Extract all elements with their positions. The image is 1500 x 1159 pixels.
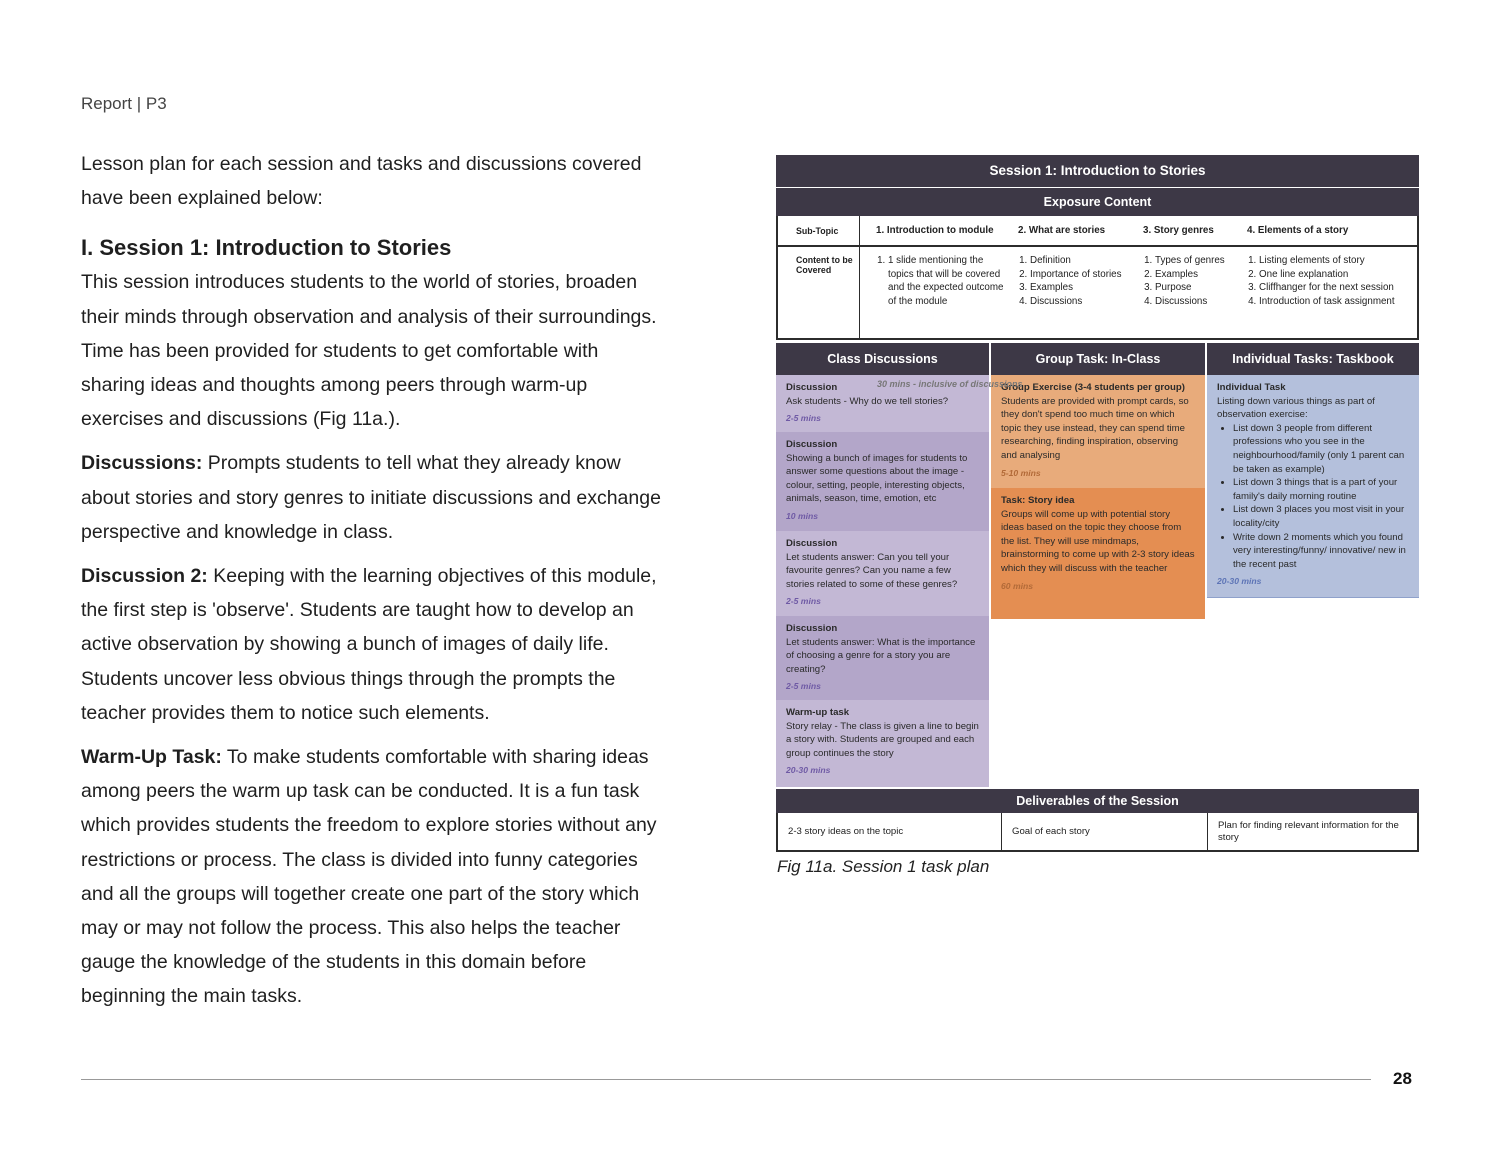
discussion-card	[776, 531, 989, 616]
list-item: • List down 3 places you most visit in your locality/city	[1233, 503, 1409, 530]
card-time: 20-30 mins	[786, 765, 831, 776]
page-header: Report | P3	[81, 94, 167, 113]
content-item: 2. One line explanation	[1259, 268, 1411, 282]
content-label: Content to be Covered	[778, 247, 860, 338]
card-title: Discussion	[786, 538, 838, 549]
deliverables-row	[776, 813, 1419, 852]
group-task-card	[991, 488, 1205, 619]
content-item: 3. Purpose	[1155, 281, 1235, 295]
discussion2-text: Keeping with the learning objectives of this module, the first step is 'observe'. Students are taught how to develop an active observation by showing a bunch of images of daily life. Students uncover less obvious things through the prompts the teacher provides them to notice such elements.	[81, 565, 657, 724]
time-note: 30 mins - inclusive of discussions	[877, 379, 1023, 389]
warmup-text: To make students comfortable with sharing ideas among peers the warm up task can be conducted. It is a fun task which provides students the freedom to explore stories without any restrictions or process. The class is divided into funny categories and all the groups will together create one part of the story which may or may not follow the process. This also helps the teacher gauge the knowledge of the students in this domain before beginning the main tasks.	[81, 746, 657, 1008]
content-item: 2. Examples	[1155, 268, 1235, 282]
content-cell	[1012, 247, 1137, 338]
body-text	[81, 147, 661, 1024]
card-title: Group Exercise (3-4 students per group)	[1001, 382, 1185, 393]
card-title: Warm-up task	[786, 707, 850, 718]
page-number: 28	[1393, 1069, 1412, 1088]
warmup-label: Warm-Up Task:	[81, 746, 222, 769]
card-time: 10 mins	[786, 510, 819, 521]
warmup-paragraph	[81, 740, 661, 1014]
figure-title: Session 1: Introduction to Stories	[776, 155, 1419, 187]
deliverables-header: Deliverables of the Session	[776, 789, 1419, 813]
card-time: 60 mins	[1001, 580, 1034, 591]
card-time: 2-5 mins	[786, 413, 821, 424]
group-task-card	[991, 375, 1205, 488]
deliverable-cell: 2-3 story ideas on the topic	[788, 825, 904, 837]
card-time: 20-30 mins	[1217, 576, 1262, 587]
discussions-paragraph	[81, 446, 661, 549]
section-paragraph: This session introduces students to the world of stories, broaden their minds through observation and analysis of their surroundings. Time has been provided for students to get comfortable with sharing ideas and thoughts among peers through warm-up exercises and discussions (Fig 11a.).	[81, 271, 657, 431]
individual-task-card	[1207, 375, 1419, 598]
card-text: Showing a bunch of images for students to answer some questions about the image - colour, setting, people, interesting objects, animals, season, time, emotion, etc	[786, 452, 968, 505]
card-title: Task: Story idea	[1001, 495, 1075, 506]
card-text: Story relay - The class is given a line to begin a story with. Students are grouped and each group continues the story	[786, 720, 979, 759]
content-item: 4. Discussions	[1030, 295, 1131, 309]
footer-divider	[81, 1079, 1371, 1080]
card-text: Let students answer: Can you tell your favourite genres? Can you name a few stories related to some of these genres?	[786, 551, 958, 590]
intro-paragraph: Lesson plan for each session and tasks and discussions covered have been explained below:	[81, 153, 642, 210]
content-row	[778, 247, 1417, 338]
card-title: Discussion	[786, 623, 838, 634]
card-text: Students are provided with prompt cards, so they don't spend too much time on which topic they use instead, they can spend time researching, finding inspiration, observing and analysing	[1001, 395, 1189, 461]
content-cell	[1241, 247, 1417, 338]
warmup-card	[776, 700, 989, 787]
group-task-column	[991, 343, 1205, 619]
content-item: 4. Discussions	[1155, 295, 1235, 309]
discussions-text: Prompts students to tell what they already know about stories and story genres to initiate discussions and exchange perspective and knowledge in class.	[81, 452, 661, 543]
session-task-plan-figure	[776, 155, 1419, 852]
exposure-content-header: Exposure Content	[776, 187, 1419, 216]
column-header: Individual Tasks: Taskbook	[1207, 343, 1419, 375]
card-time: 2-5 mins	[786, 681, 821, 692]
discussion-card	[776, 616, 989, 700]
content-item: 1. Types of genres	[1155, 254, 1235, 268]
individual-task-list	[1217, 422, 1409, 572]
content-cell	[860, 247, 1012, 338]
deliverable-cell: Goal of each story	[1001, 813, 1207, 850]
card-title: Individual Task	[1217, 382, 1286, 393]
discussion-card	[776, 432, 989, 531]
list-item: • List down 3 people from different professions who you see in the neighbourhood/family (only 1 parent can be taken as example)	[1233, 422, 1409, 476]
column-header: Class Discussions	[776, 343, 989, 375]
card-text: Groups will come up with potential story ideas based on the topic they choose from the list. They will use mindmaps, brainstorming to come up with 2-3 story ideas which they will discuss with the teacher	[1001, 508, 1195, 574]
content-item: 1. Definition	[1030, 254, 1131, 268]
card-title: Discussion	[786, 439, 838, 450]
class-discussions-column	[776, 343, 989, 787]
subtopic-row	[778, 216, 1417, 247]
card-time: 5-10 mins	[1001, 467, 1041, 478]
content-item: 3. Examples	[1030, 281, 1131, 295]
card-text: Listing down various things as part of observation exercise:	[1217, 395, 1375, 421]
card-text: Ask students - Why do we tell stories?	[786, 395, 949, 407]
card-title: Discussion	[786, 382, 838, 393]
content-item: 3. Cliffhanger for the next session	[1259, 281, 1411, 295]
deliverable-cell: Plan for finding relevant information for the story	[1207, 813, 1417, 850]
subtopic-label: Sub-Topic	[778, 216, 860, 245]
discussions-label: Discussions:	[81, 452, 203, 475]
content-item: 1. 1 slide mentioning the topics that will be covered and the expected outcome of the module	[888, 254, 1006, 308]
individual-tasks-column	[1207, 343, 1419, 598]
list-item: • Write down 2 moments which you found very interesting/funny/ innovative/ new in the recent past	[1233, 531, 1409, 572]
card-text: Let students answer: What is the importance of choosing a genre for a story you are creating?	[786, 636, 976, 675]
content-item: 1. Listing elements of story	[1259, 254, 1411, 268]
content-cell	[1137, 247, 1241, 338]
subtopic-cell: 2. What are stories	[1018, 225, 1106, 236]
figure-caption: Fig 11a. Session 1 task plan	[777, 857, 990, 876]
subtopic-cell: 4. Elements of a story	[1247, 225, 1349, 236]
column-header: Group Task: In-Class	[991, 343, 1205, 375]
content-item: 2. Importance of stories	[1030, 268, 1131, 282]
section-heading: I. Session 1: Introduction to Stories	[81, 235, 452, 261]
task-columns	[776, 343, 1419, 787]
discussion2-paragraph	[81, 559, 661, 730]
content-item: 4. Introduction of task assignment	[1259, 295, 1411, 309]
subtopic-cell: 1. Introduction to module	[876, 225, 994, 236]
subtopic-cell: 3. Story genres	[1143, 225, 1214, 236]
deliverables-section	[776, 789, 1419, 852]
card-time: 2-5 mins	[786, 596, 821, 607]
list-item: • List down 3 things that is a part of your family's daily morning routine	[1233, 476, 1409, 503]
discussion2-label: Discussion 2:	[81, 565, 208, 588]
